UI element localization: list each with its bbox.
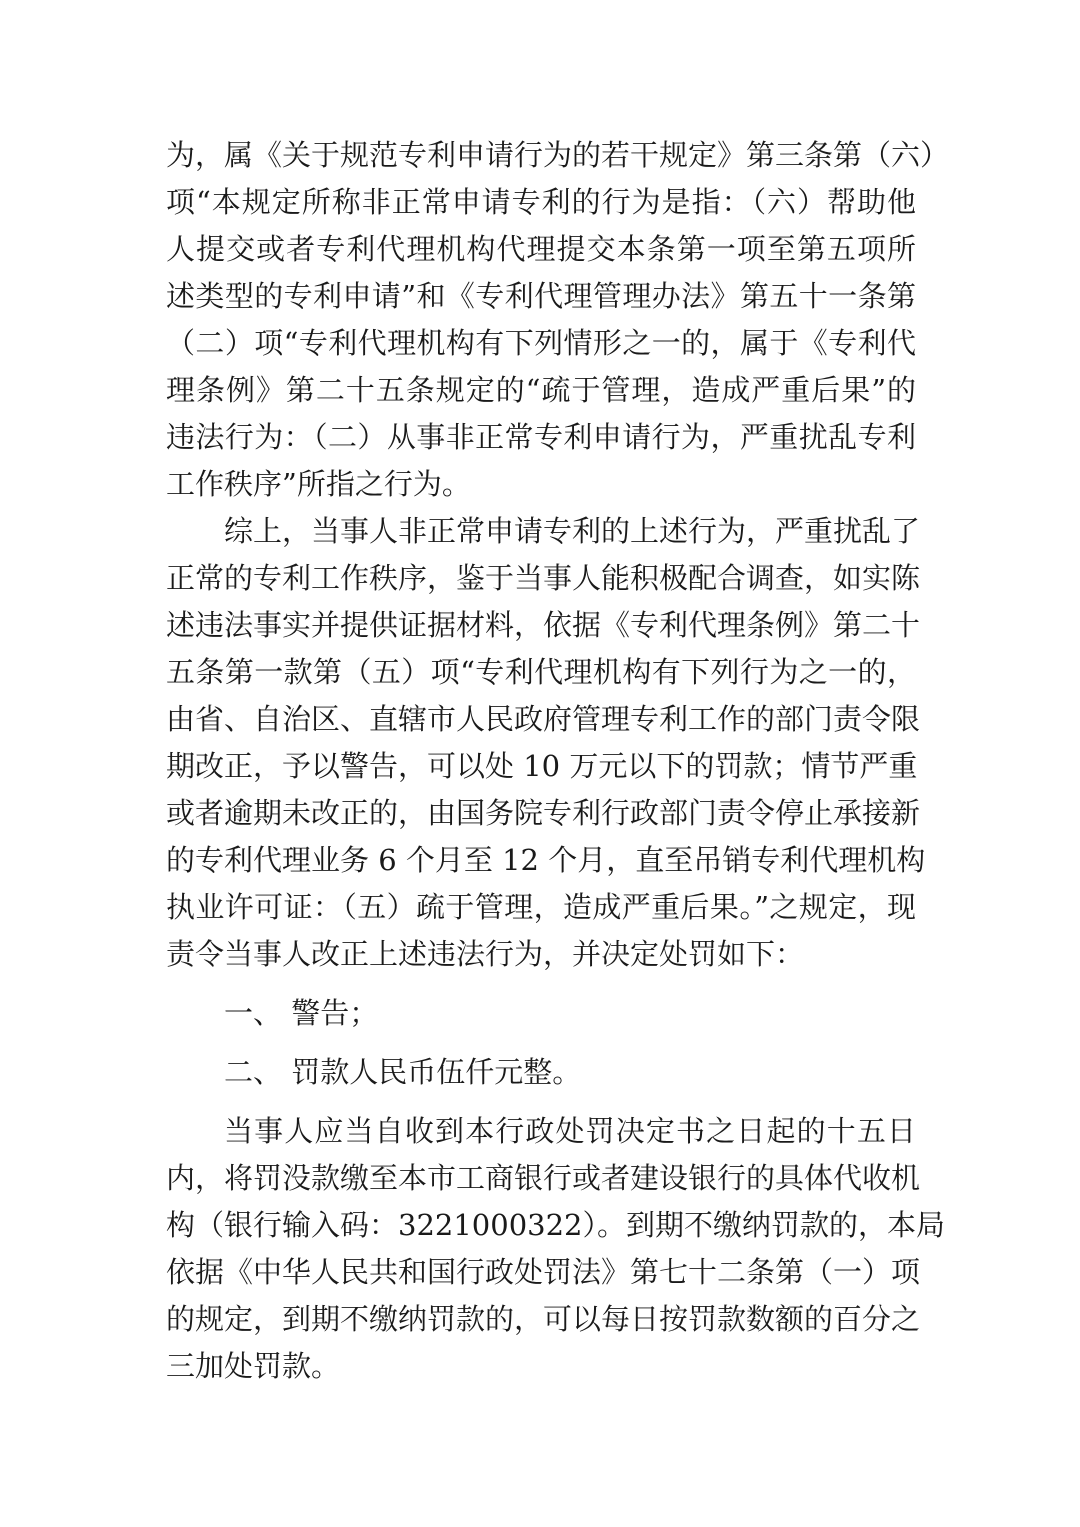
text-line: 为，属《关于规范专利申请行为的若干规定》第三条第（六） xyxy=(166,138,950,172)
spacer xyxy=(166,978,916,990)
text-line: 的规定，到期不缴纳罚款的，可以每日按罚款数额的百分之 xyxy=(166,1302,921,1336)
text-line: 五条第一款第（五）项“专利代理机构有下列行为之一的， xyxy=(166,655,916,689)
text-line: 由省、自治区、直辖市人民政府管理专利工作的部门责令限 xyxy=(166,702,921,736)
paragraph-legal-basis xyxy=(166,132,950,508)
penalty-item-fine: 二、 罚款人民币伍仟元整。 xyxy=(224,1055,582,1089)
paragraph-payment-instructions xyxy=(166,1108,946,1390)
text-line: 三加处罚款。 xyxy=(166,1349,341,1383)
text-line: 违法行为：（二）从事非正常专利申请行为，严重扰乱专利 xyxy=(166,420,916,454)
text-line: 责令当事人改正上述违法行为，并决定处罚如下： xyxy=(166,937,805,971)
text-line: 的专利代理业务 6 个月至 12 个月，直至吊销专利代理机构 xyxy=(166,843,926,877)
text-line: 当事人应当自收到本行政处罚决定书之日起的十五日 xyxy=(224,1114,916,1148)
text-line: 内，将罚没款缴至本市工商银行或者建设银行的具体代收机 xyxy=(166,1161,921,1195)
text-line: 述类型的专利申请”和《专利代理管理办法》第五十一条第 xyxy=(166,279,916,313)
text-line: 理条例》第二十五条规定的“疏于管理，造成严重后果”的 xyxy=(166,373,916,407)
text-line: （二）项“专利代理机构有下列情形之一的，属于《专利代 xyxy=(166,326,916,360)
paragraph-conclusion xyxy=(166,508,926,978)
text-line: 述违法事实并提供证据材料，依据《专利代理条例》第二十 xyxy=(166,608,921,642)
text-line: 或者逾期未改正的，由国务院专利行政部门责令停止承接新 xyxy=(166,796,921,830)
text-line: 综上，当事人非正常申请专利的上述行为，严重扰乱了 xyxy=(224,514,921,548)
text-line: 正常的专利工作秩序，鉴于当事人能积极配合调查，如实陈 xyxy=(166,561,921,595)
document-body xyxy=(166,132,950,1390)
spacer xyxy=(166,1037,916,1049)
text-line: 依据《中华人民共和国行政处罚法》第七十二条第（一）项 xyxy=(166,1255,921,1289)
spacer xyxy=(166,1096,916,1108)
penalty-item-warning: 一、 警告； xyxy=(224,996,379,1030)
text-line: 项“本规定所称非正常申请专利的行为是指：（六）帮助他 xyxy=(166,185,916,219)
text-line: 期改正，予以警告，可以处 10 万元以下的罚款；情节严重 xyxy=(166,749,918,783)
text-line: 构（银行输入码：3221000322）。到期不缴纳罚款的，本局 xyxy=(166,1208,946,1242)
penalty-list xyxy=(166,990,916,1096)
text-line: 工作秩序”所指之行为。 xyxy=(166,467,471,501)
text-line: 执业许可证：（五）疏于管理，造成严重后果。”之规定，现 xyxy=(166,890,916,924)
text-line: 人提交或者专利代理机构代理提交本条第一项至第五项所 xyxy=(166,232,916,266)
